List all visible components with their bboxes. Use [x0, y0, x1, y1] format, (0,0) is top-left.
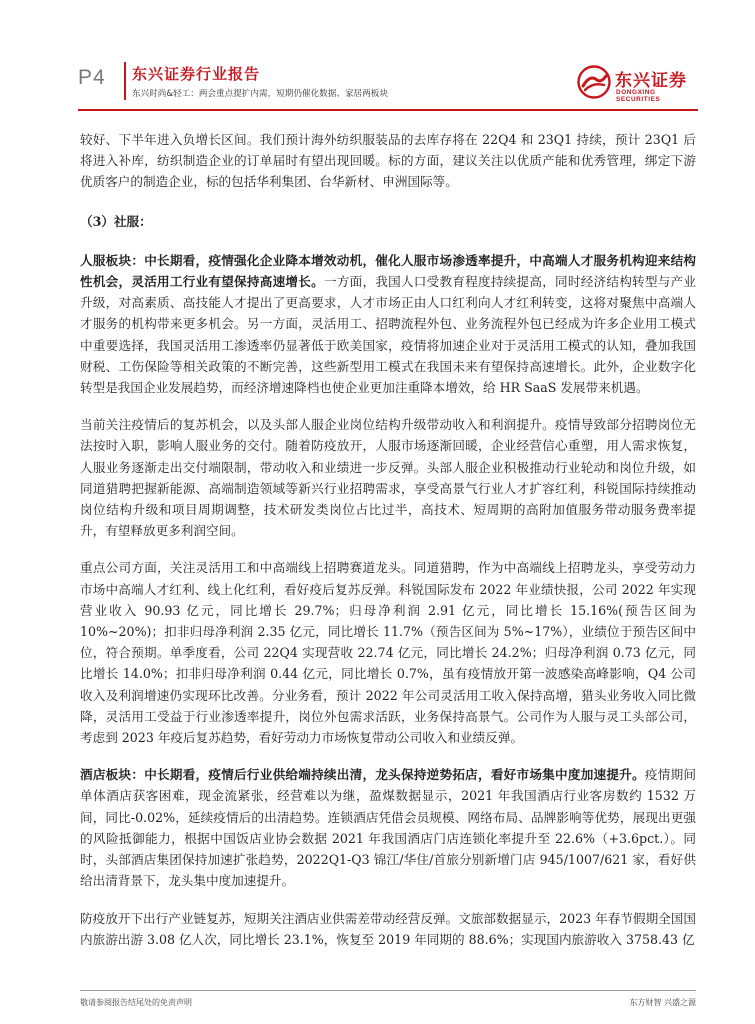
- hr-sector-lead: 人服板块：中长期看，疫情强化企业降本增效动机，催化人服市场渗透率提升，中高端人才服务机构迎来结构性机会，灵活用工行业有望保持高速增长。: [80, 252, 696, 290]
- hotel-sector-lead: 酒店板块：中长期看，疫情后行业供给端持续出清，龙头保持逆势拓店，看好市场集中度加速提升。: [80, 767, 645, 783]
- intro-paragraph: 较好、下半年进入负增长区间。我们预计海外纺织服装品的去库存将在 22Q4 和 23Q1 持续，预计 23Q1 后将进入补库，纺织制造企业的订单届时有望出现回暖。标的方面，建议关注以优质产能和优秀管理，绑定下游优质客户的制造企业，标的包括华利集团、台华新材、申洲国际等。: [80, 132, 696, 190]
- tourism-paragraph: 防疫放开下出行产业链复苏，短期关注酒店业供需差带动经营反弹。文旅部数据显示，2023 年春节假期全国国内旅游出游 3.08 亿人次，同比增长 23.1%，恢复至 2019 年同期的 88.6%；实现国内旅游收入 3758.43 亿: [80, 910, 696, 947]
- hotel-sector-paragraph: [80, 764, 696, 891]
- company-logo: [577, 63, 697, 103]
- key-companies-paragraph: 重点公司方面，关注灵活用工和中高端线上招聘赛道龙头。同道猎聘，作为中高端线上招聘龙头，享受劳动力市场中高端人才红利、线上化红利，看好疫后复苏反弹。科锐国际发布 2022 年业绩快报，公司 2022 年实现营业收入 90.93 亿元，同比增长 29.7%；归母净利润 2.91 亿元，同比增长 15.16%(预告区间为 10%~20%)；扣非归母净利润 2.35 亿元，同比增长 11.7%（预告区间为 5%~17%），业绩位于预告区间中位，符合预期。单季度看，公司 22Q4 实现营收 22.74 亿元，同比增长 24.2%；归母净利润 0.73 亿元，同比增长 14.0%；扣非归母净利润 0.44 亿元，同比增长 0.7%，虽有疫情放开第一波感染高峰影响，Q4 公司收入及利润增速仍实现环比改善。分业务看，预计 2022 年公司灵活用工收入保持高增，猎头业务收入同比微降，灵活用工受益于行业渗透率提升，岗位外包需求活跃，业务保持高景气。公司作为人服与灵工头部公司，考虑到 2023 年疫后复苏趋势，看好劳动力市场恢复带动公司收入和业绩反弹。: [80, 560, 696, 746]
- report-body: [80, 129, 696, 950]
- page-footer: [80, 997, 696, 1011]
- hotel-sector-text: 疫情期间单体酒店获客困难，现金流紧张，经营难以为继，盈煤数据显示，2021 年我国酒店行业客房数约 1532 万间，同比-0.02%，延续疫情后的出清趋势。连锁酒店凭借会员规模、网络布局、品牌影响等优势，展现出更强的风险抵御能力，根据中国饭店业协会数据 2021 年我国酒店门店连锁化率提升至 22.6%（+3.6pct.）。同时，头部酒店集团保持加速扩张趋势，2022Q1-Q3 锦江/华住/首旅分别新增门店 945/1007/621 家，看好供给出清背景下，龙头集中度加速提升。: [80, 767, 697, 889]
- report-title: 东兴证券行业报告: [132, 65, 261, 83]
- logo-name: 东兴证券: [615, 71, 687, 91]
- hr-sector-paragraph: [80, 250, 696, 398]
- logo-name-en: DONGXING SECURITIES: [616, 89, 661, 103]
- hr-sector-text: 一方面，我国人口受教育程度持续提高，同时经济结构转型与产业升级，对高素质、高技能人才提出了更高要求，人才市场正由人口红利向人才红利转变，这将对聚焦中高端人才服务的机构带来更多机会。另一方面，灵活用工、招聘流程外包、业务流程外包已经成为许多企业用工模式中重要选择，我国灵活用工渗透率仍显著低于欧美国家，疫情将加速企业对于灵活用工模式的认知，叠加我国财税、工伤保险等相关政策的不断完善，这些新型用工模式在我国未来有望保持高速增长。此外，企业数字化转型是我国企业发展趋势，而经济增速降档也使企业更加注重降本增效，给 HR SaaS 发展带来机遇。: [80, 274, 697, 396]
- footer-rule: [80, 990, 696, 991]
- header-rule: [78, 109, 698, 111]
- header-divider: [124, 62, 126, 100]
- section-heading: （3）社服：: [80, 213, 152, 229]
- recovery-paragraph: 当前关注疫情后的复苏机会，以及头部人服企业岗位结构升级带动收入和利润提升。疫情导致部分招聘岗位无法按时入职，影响人服业务的交付。随着防疫放开，人服市场逐渐回暖，企业经营信心重塑，用人需求恢复，人服业务逐渐走出交付端限制，带动收入和业绩进一步反弹。头部人服企业积极推动行业轮动和岗位升级，如同道猎聘把握新能源、高端制造领域等新兴行业招聘需求，享受高景气行业人才扩容红利，科锐国际持续推动岗位结构升级和项目周期调整，技术研发类岗位占比过半，高技术、短周期的高附加值服务带动服务费率提升，有望释放更多利润空间。: [80, 417, 696, 539]
- report-subtitle: 东兴时尚&轻工：两会重点提扩内需，短期仍催化数据、家居两板块: [132, 89, 388, 99]
- footer-slogan: 东方财智 兴盛之源: [629, 998, 696, 1007]
- logo-mark-icon: [577, 65, 611, 99]
- page-number: P4: [78, 66, 106, 89]
- page-header: [0, 0, 755, 110]
- footer-disclaimer: 敬请参阅报告结尾处的免责声明: [80, 998, 192, 1007]
